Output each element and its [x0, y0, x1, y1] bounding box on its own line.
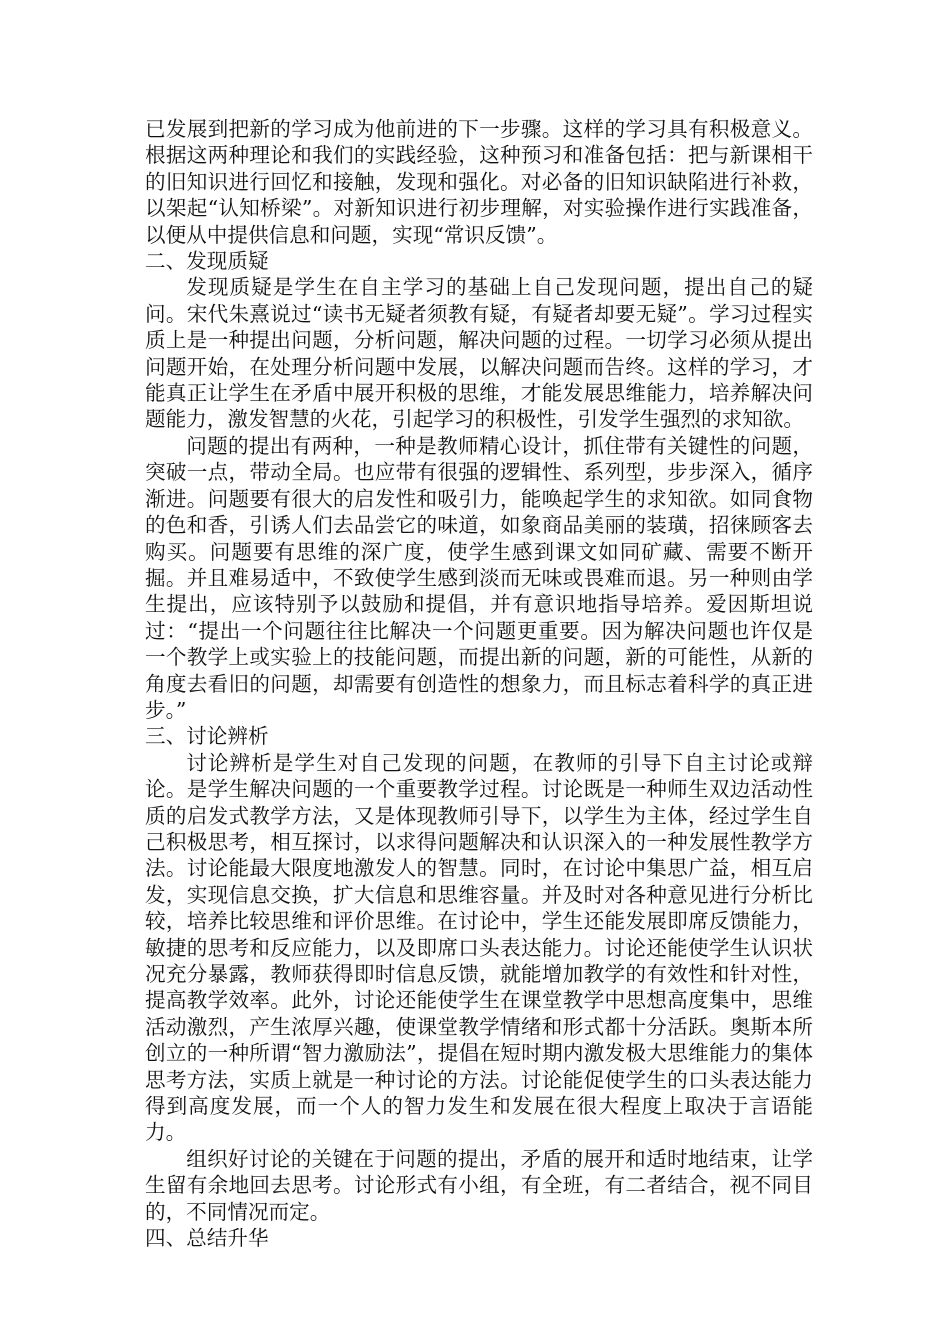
paragraph-discover-question: 发现质疑是学生在自主学习的基础上自己发现问题，提出自己的疑问。宋代朱熹说过“读书无疑者须教有疑，有疑者却要无疑”。学习过程实质上是一种提出问题，分析问题，解决问题的过程。一切学习必须从提出问题开始，在处理分析问题中发展，以解决问题而告终。这样的学习，才能真正让学生在矛盾中展开积极的思维，才能发展思维能力，培养解决问题能力，激发智慧的火花，引起学习的积极性，引发学生强烈的求知欲。 [145, 275, 813, 432]
paragraph-discussion: 讨论辨析是学生对自己发现的问题，在教师的引导下自主讨论或辩论。是学生解决问题的一个重要教学过程。讨论既是一种师生双边活动性质的启发式教学方法，又是体现教师引导下，以学生为主体，经过学生自己积极思考，相互探讨，以求得问题解决和认识深入的一种发展性教学方法。讨论能最大限度地激发人的智慧。同时，在讨论中集思广益，相互启发，实现信息交换，扩大信息和思维容量。并及时对各种意见进行分析比较，培养比较思维和评价思维。在讨论中，学生还能发展即席反馈能力，敏捷的思考和反应能力，以及即席口头表达能力。讨论还能使学生认识状况充分暴露，教师获得即时信息反馈，就能增加教学的有效性和针对性，提高教学效率。此外，讨论还能使学生在课堂教学中思想高度集中，思维活动激烈，产生浓厚兴趣，使课堂教学情绪和形式都十分活跃。奥斯本所创立的一种所谓“智力激励法”，提倡在短时期内激发极大思维能力的集体思考方法，实质上就是一种讨论的方法。讨论能促使学生的口头表达能力得到高度发展，而一个人的智力发生和发展在很大程度上取决于言语能力。 [145, 750, 813, 1145]
section-heading-discover-question: 二、发现质疑 [145, 249, 269, 274]
section-heading-discussion: 三、讨论辨析 [145, 724, 269, 749]
paragraph-preparation-continued: 已发展到把新的学习成为他前进的下一步骤。这样的学习具有积极意义。根据这两种理论和我们的实践经验，这种预习和准备包括：把与新课相干的旧知识进行回忆和接触，发现和强化。对必备的旧知识缺陷进行补救，以架起“认知桥梁”。对新知识进行初步理解，对实验操作进行实践准备，以便从中提供信息和问题，实现“常识反馈”。 [145, 117, 813, 247]
document-body [145, 116, 813, 1251]
section-heading-summary: 四、总结升华 [145, 1226, 269, 1251]
paragraph-organize-discussion: 组织好讨论的关键在于问题的提出，矛盾的展开和适时地结束，让学生留有余地回去思考。讨论形式有小组，有全班，有二者结合，视不同目的，不同情况而定。 [145, 1146, 813, 1224]
paragraph-two-ways-of-questions: 问题的提出有两种，一种是教师精心设计，抓住带有关键性的问题，突破一点，带动全局。也应带有很强的逻辑性、系列型，步步深入，循序渐进。问题要有很大的启发性和吸引力，能唤起学生的求知欲。如同食物的色和香，引诱人们去品尝它的味道，如象商品美丽的装璜，招徕顾客去购买。问题要有思维的深广度，使学生感到课文如同矿藏、需要不断开掘。并且难易适中，不致使学生感到淡而无味或畏难而退。另一种则由学生提出，应该特别予以鼓励和提倡，并有意识地指导培养。爱因斯坦说过：“提出一个问题往往比解决一个问题更重要。因为解决问题也许仅是一个教学上或实验上的技能问题，而提出新的问题，新的可能性，从新的角度去看旧的问题，却需要有创造性的想象力，而且标志着科学的真正进步。” [145, 433, 813, 722]
